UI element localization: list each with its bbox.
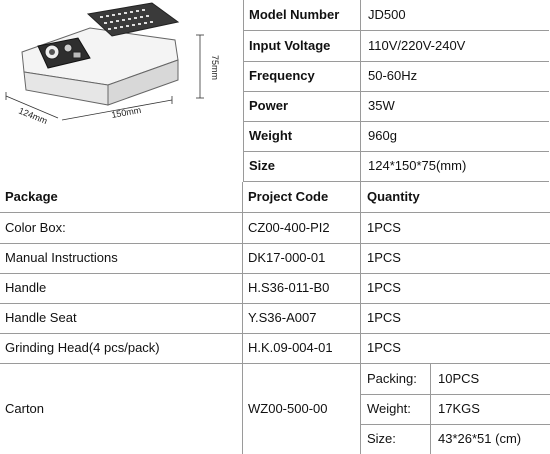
carton-detail-weight xyxy=(361,394,550,425)
col-header-quantity: Quantity xyxy=(367,189,420,204)
quantity: 1PCS xyxy=(367,220,401,235)
project-code: DK17-000-01 xyxy=(243,243,361,273)
spec-row-model xyxy=(244,0,549,31)
col-header-code: Project Code xyxy=(243,182,361,212)
spec-label: Model Number xyxy=(244,0,361,30)
device-drawing xyxy=(0,0,243,182)
spec-value: 50-60Hz xyxy=(368,68,418,83)
spec-value: JD500 xyxy=(368,7,406,22)
dim-width-label: 150mm xyxy=(110,104,142,120)
spec-value: 35W xyxy=(368,98,395,113)
carton-detail-size xyxy=(361,424,550,454)
spec-table xyxy=(243,0,549,182)
package-item: Carton xyxy=(0,364,243,454)
spec-label: Input Voltage xyxy=(244,31,361,61)
table-row xyxy=(0,273,550,304)
spec-row-size xyxy=(244,151,549,182)
package-item: Manual Instructions xyxy=(0,243,243,273)
table-row xyxy=(0,303,550,334)
spec-row-frequency xyxy=(244,61,549,92)
detail-value: 10PCS xyxy=(438,371,480,386)
quantity: 1PCS xyxy=(367,340,401,355)
table-row xyxy=(0,333,550,364)
quantity: 1PCS xyxy=(367,280,401,295)
carton-detail-packing xyxy=(361,364,550,395)
dim-height-label: 75mm xyxy=(210,55,220,81)
spec-value: 110V/220V-240V xyxy=(368,38,466,53)
project-code: H.K.09-004-01 xyxy=(243,333,361,363)
spec-label: Power xyxy=(244,91,361,121)
detail-label: Weight: xyxy=(361,394,431,424)
project-code: Y.S36-A007 xyxy=(243,303,361,333)
project-code: H.S36-011-B0 xyxy=(243,273,361,303)
quantity: 1PCS xyxy=(367,310,401,325)
spec-label: Size xyxy=(244,151,361,181)
spec-row-weight xyxy=(244,121,549,152)
spec-label: Frequency xyxy=(244,61,361,91)
spec-value: 960g xyxy=(368,128,397,143)
detail-label: Packing: xyxy=(361,364,431,394)
spec-label: Weight xyxy=(244,121,361,151)
spec-row-power xyxy=(244,91,549,122)
package-item: Color Box: xyxy=(0,213,243,243)
package-item: Handle xyxy=(0,273,243,303)
package-header-row xyxy=(0,182,550,213)
detail-value: 17KGS xyxy=(438,401,480,416)
product-illustration xyxy=(0,0,243,182)
package-item: Grinding Head(4 pcs/pack) xyxy=(0,333,243,363)
project-code: CZ00-400-PI2 xyxy=(243,213,361,243)
table-row xyxy=(0,243,550,274)
project-code: WZ00-500-00 xyxy=(243,364,361,454)
spec-row-voltage xyxy=(244,31,549,62)
package-item: Handle Seat xyxy=(0,303,243,333)
carton-row xyxy=(0,364,550,454)
spec-value: 124*150*75(mm) xyxy=(368,158,467,173)
table-row xyxy=(0,213,550,244)
dim-depth-label: 124mm xyxy=(17,105,49,127)
col-header-package: Package xyxy=(0,182,243,212)
detail-label: Size: xyxy=(361,424,431,454)
detail-value: 43*26*51 (cm) xyxy=(438,431,522,446)
quantity: 1PCS xyxy=(367,250,401,265)
package-table xyxy=(0,182,550,454)
